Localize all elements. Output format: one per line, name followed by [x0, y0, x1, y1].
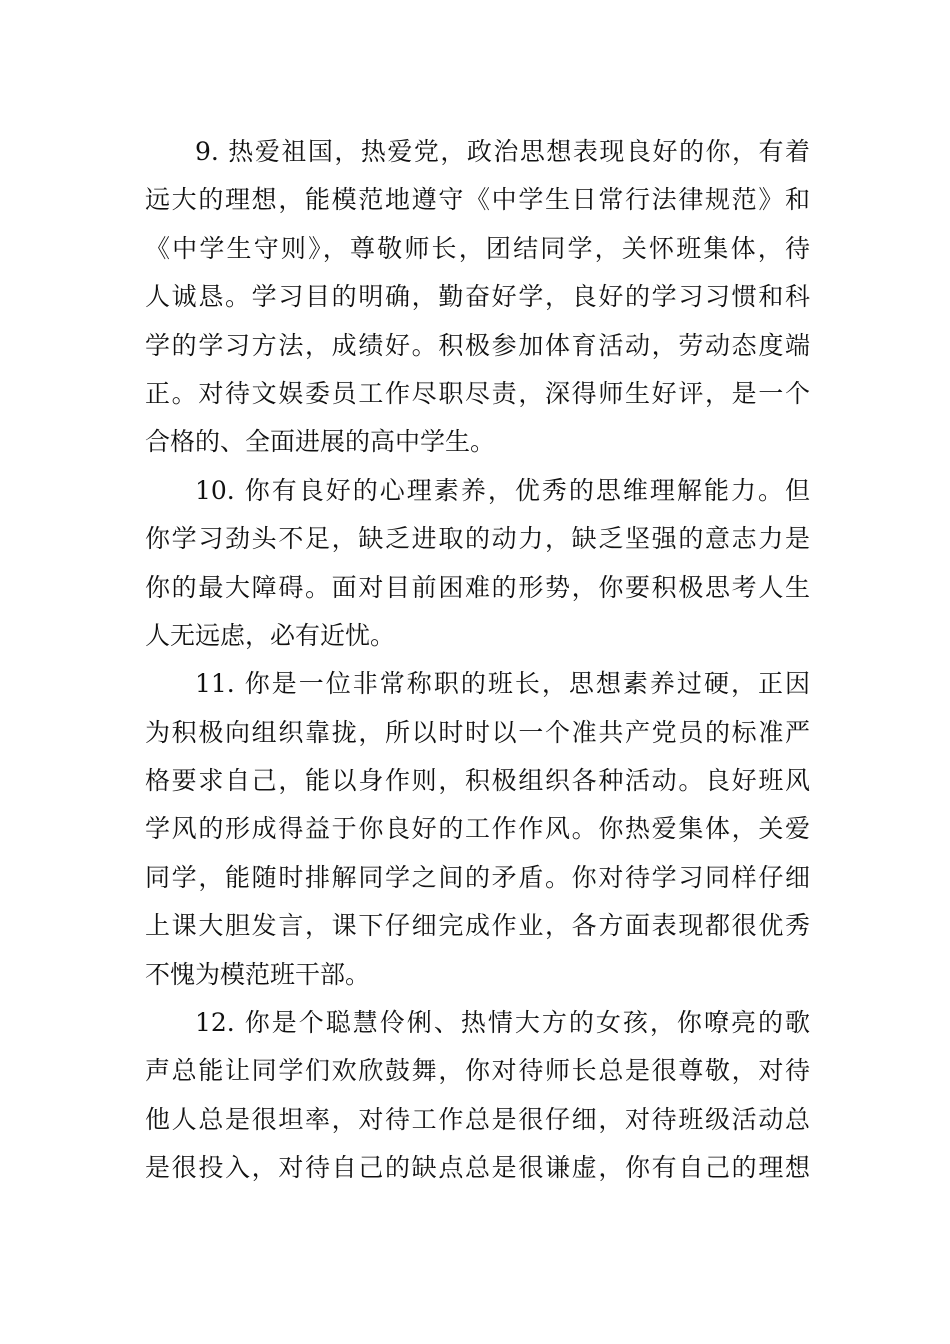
text-line: 上课大胆发言，课下仔细完成作业，各方面表现都很优秀: [145, 911, 810, 941]
paragraph-10: [145, 467, 810, 661]
text-line: 正。对待文娱委员工作尽职尽责，深得师生好评，是一个: [145, 378, 810, 408]
text-line: 9. 热爱祖国，热爱党，政治思想表现良好的你，有着: [195, 137, 810, 166]
paragraph-9: [145, 128, 810, 467]
text-line: 合格的、全面进展的高中学生。: [145, 427, 496, 457]
text-line: 11. 你是一位非常称职的班长，思想素养过硬，正因: [195, 669, 810, 699]
text-line: 你的最大障碍。面对目前困难的形势，你要积极思考人生: [145, 572, 810, 602]
text-line: 为积极向组织靠拢，所以时时以一个准共产党员的标准严: [145, 717, 810, 747]
text-line: 同学，能随时排解同学之间的矛盾。你对待学习同样仔细: [145, 862, 810, 892]
text-line: 人无远虑，必有近忧。: [145, 620, 396, 650]
text-line: 格要求自己，能以身作则，积极组织各种活动。良好班风: [145, 766, 810, 796]
text-line: 《中学生守则》，尊敬师长，团结同学，关怀班集体，待: [145, 233, 810, 263]
text-line: 10. 你有良好的心理素养，优秀的思维理解能力。但: [195, 475, 810, 505]
text-line: 声总能让同学们欢欣鼓舞，你对待师长总是很尊敬，对待: [145, 1056, 810, 1086]
paragraph-12: [145, 999, 810, 1193]
text-line: 12. 你是个聪慧伶俐、热情大方的女孩，你嘹亮的歌: [195, 1008, 810, 1038]
text-line: 学风的形成得益于你良好的工作作风。你热爱集体，关爱: [145, 814, 810, 844]
text-line: 远大的理想，能模范地遵守《中学生日常行法律规范》和: [145, 185, 810, 215]
text-line: 人诚恳。学习目的明确，勤奋好学，良好的学习习惯和科: [145, 282, 810, 312]
text-line: 你学习劲头不足，缺乏进取的动力，缺乏坚强的意志力是: [145, 524, 810, 554]
text-line: 不愧为模范班干部。: [145, 959, 371, 989]
text-line: 学的学习方法，成绩好。积极参加体育活动，劳动态度端: [145, 330, 810, 360]
text-line: 是很投入，对待自己的缺点总是很谦虚，你有自己的理想: [145, 1153, 810, 1183]
paragraph-11: [145, 660, 810, 999]
document-body: [145, 128, 810, 1193]
text-line: 他人总是很坦率，对待工作总是很仔细，对待班级活动总: [145, 1104, 810, 1134]
